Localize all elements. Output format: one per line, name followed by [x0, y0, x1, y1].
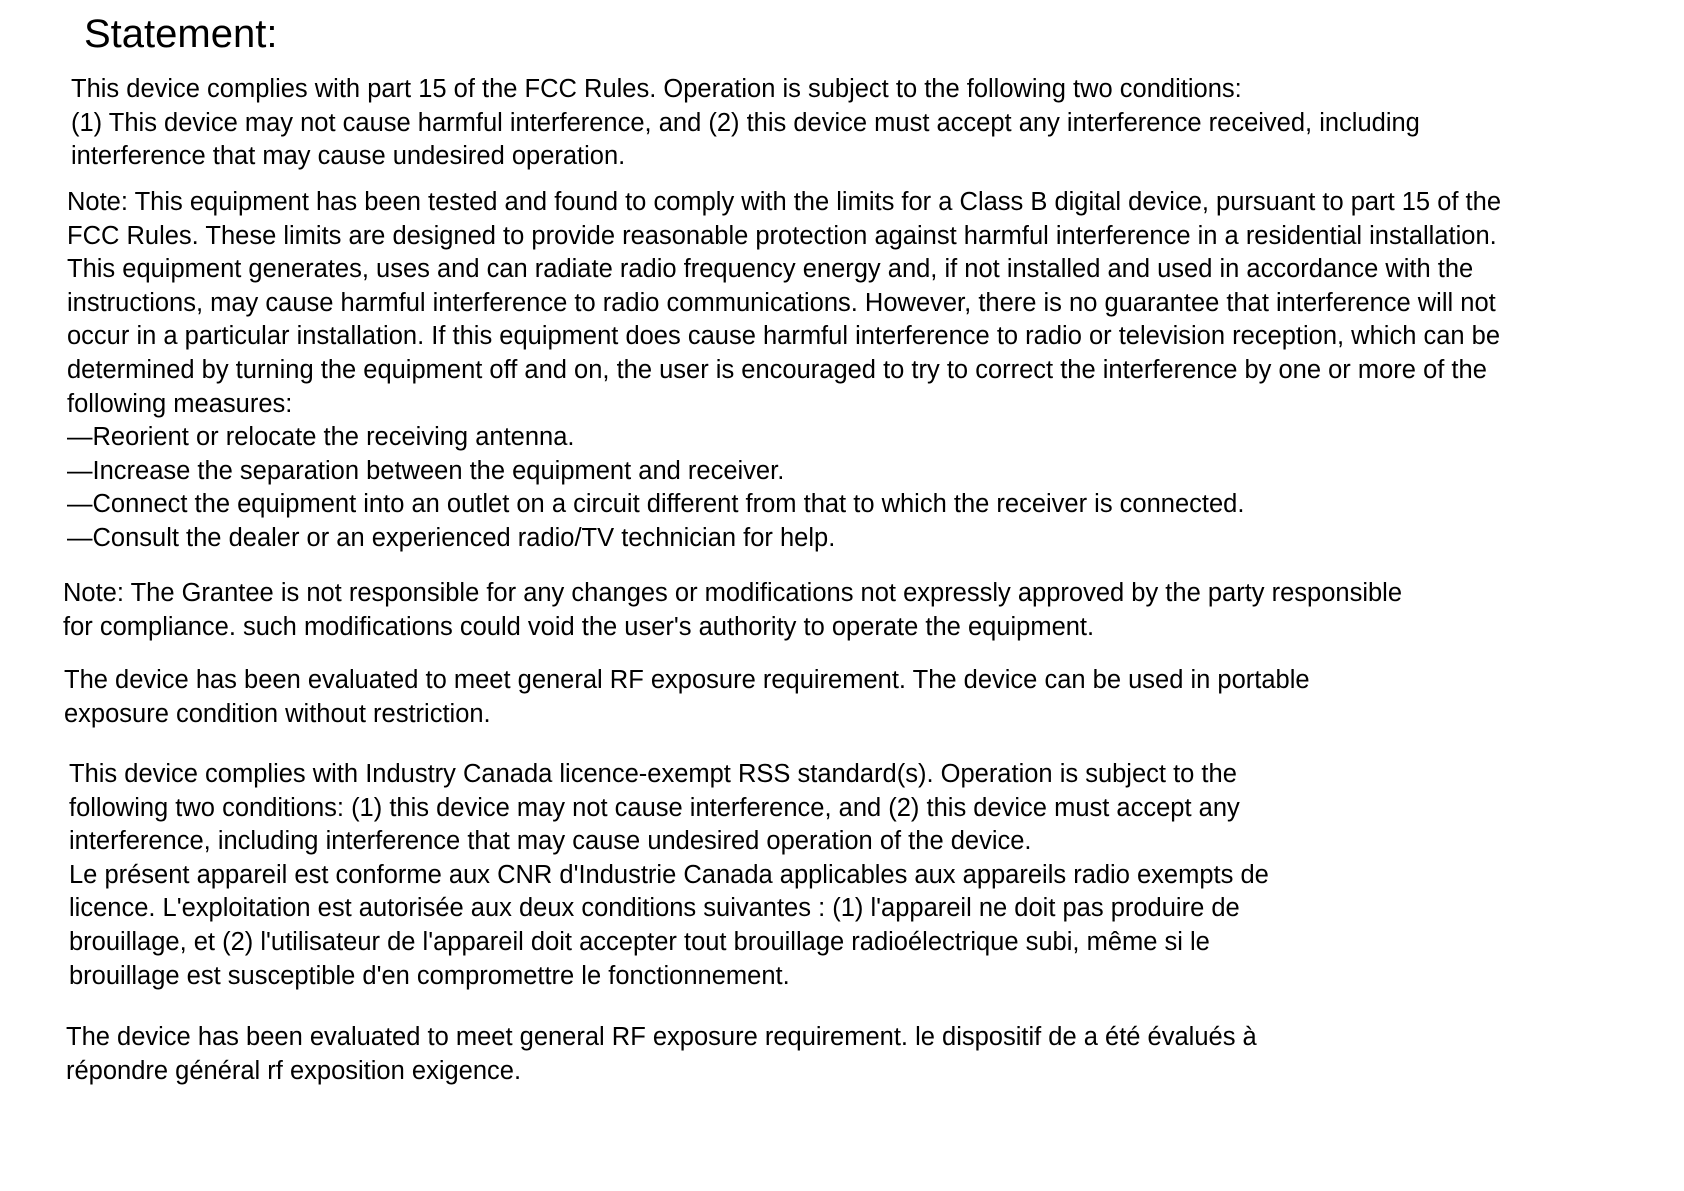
text-line: The device has been evaluated to meet general RF exposure requirement. The device can be used in portable	[64, 666, 1310, 694]
text-line: répondre général rf exposition exigence.	[66, 1056, 522, 1085]
text-line: This equipment generates, uses and can radiate radio frequency energy and, if not installed and used in accordance with the	[67, 255, 1474, 284]
page-title: Statement:	[84, 12, 278, 56]
text-line: brouillage, et (2) l'utilisateur de l'appareil doit accepter tout brouillage radioélectrique subi, même si le	[69, 927, 1210, 956]
measure-item: —Connect the equipment into an outlet on a circuit different from that to which the receiver is connected.	[67, 490, 1245, 519]
text-line: interference, including interference that may cause undesired operation of the device.	[69, 827, 1032, 856]
text-line: following two conditions: (1) this device may not cause interference, and (2) this device must accept any	[69, 793, 1240, 822]
text-line: occur in a particular installation. If this equipment does cause harmful interference to radio or television reception, which can be	[67, 322, 1501, 351]
text-line: following measures:	[67, 389, 293, 418]
text-line: interference that may cause undesired operation.	[71, 142, 626, 171]
text-line: brouillage est susceptible d'en compromettre le fonctionnement.	[69, 961, 790, 990]
text-line: This device complies with Industry Canada licence-exempt RSS standard(s). Operation is subject to the	[69, 760, 1237, 788]
text-line: (1) This device may not cause harmful interference, and (2) this device must accept any interference received, including	[71, 108, 1420, 137]
text-line: licence. L'exploitation est autorisée aux deux conditions suivantes : (1) l'appareil ne doit pas produire de	[69, 894, 1240, 923]
rf-exposure-bilingual-paragraph	[66, 1021, 1257, 1088]
industry-canada-paragraph	[69, 758, 1269, 993]
text-line: instructions, may cause harmful interference to radio communications. However, there is no guarantee that interference will not	[67, 288, 1496, 317]
text-line: FCC Rules. These limits are designed to provide reasonable protection against harmful interference in a residential installation.	[67, 221, 1497, 250]
measure-item: —Increase the separation between the equipment and receiver.	[67, 456, 785, 485]
fcc-part15-paragraph	[71, 73, 1420, 174]
text-line: for compliance. such modifications could void the user's authority to operate the equipment.	[63, 612, 1095, 641]
measure-item: —Consult the dealer or an experienced radio/TV technician for help.	[67, 523, 836, 552]
text-line: exposure condition without restriction.	[64, 699, 491, 728]
grantee-note-paragraph	[63, 577, 1402, 644]
class-b-note-paragraph	[67, 186, 1501, 556]
text-line: Note: The Grantee is not responsible for any changes or modifications not expressly approved by the party responsible	[63, 579, 1403, 607]
text-line: Le présent appareil est conforme aux CNR d'Industrie Canada applicables aux appareils radio exempts de	[69, 860, 1269, 889]
rf-exposure-paragraph	[64, 664, 1310, 731]
text-line: The device has been evaluated to meet general RF exposure requirement. le dispositif de a été évalués à	[66, 1023, 1257, 1051]
text-line: Note: This equipment has been tested and found to comply with the limits for a Class B digital device, pursuant to part 15 of the	[67, 188, 1502, 216]
text-line: determined by turning the equipment off and on, the user is encouraged to try to correct the interference by one or more of the	[67, 355, 1487, 384]
text-line: This device complies with part 15 of the FCC Rules. Operation is subject to the following two conditions:	[71, 75, 1242, 103]
measure-item: —Reorient or relocate the receiving antenna.	[67, 423, 575, 452]
